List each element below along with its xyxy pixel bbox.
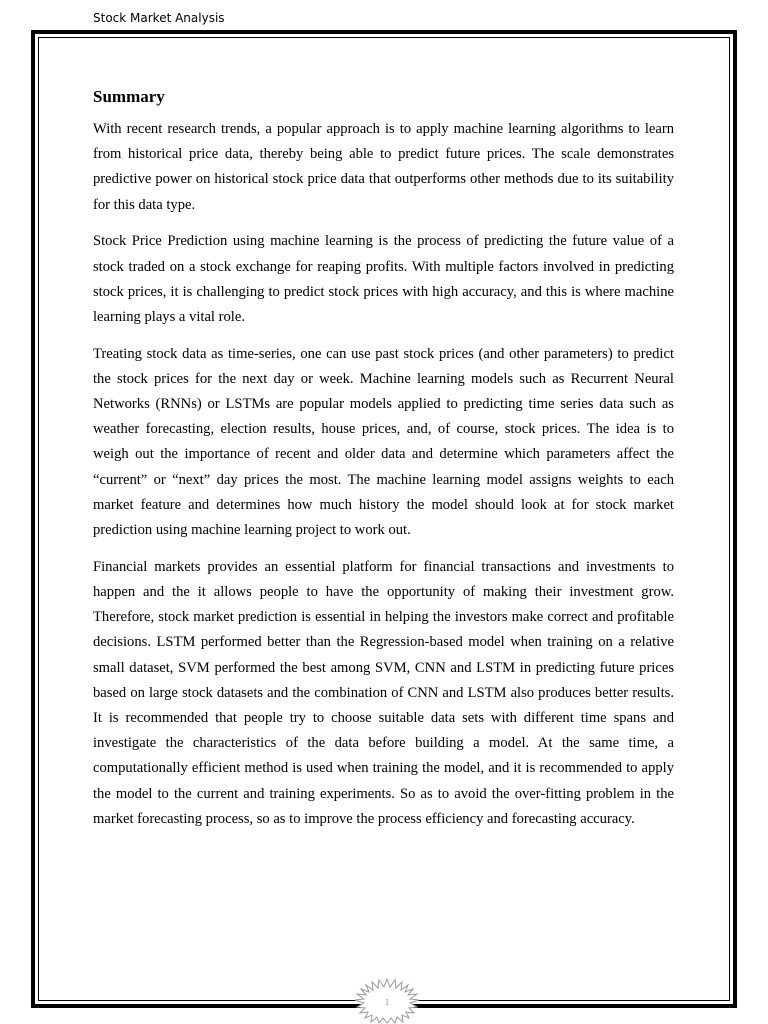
document-body — [93, 85, 674, 843]
section-heading: Summary — [93, 87, 165, 106]
page-number: 1 — [384, 997, 390, 1007]
paragraph-3: Treating stock data as time-series, one can use past stock prices (and other parameters) to predict the stock prices for the next day or week. Machine learning models such as Recurrent Neural Networks (RNNs) or LSTMs are popular models applied to predicting time series data such as weather forecasting, election results, house prices, and, of course, stock prices. The idea is to weigh out the importance of recent and older data and determine which parameters affect the “current” or “next” day prices the most. The machine learning model assigns weights to each market feature and determines how much history the model should look at for stock market prediction using machine learning project to work out. — [93, 345, 674, 539]
starburst-page-number-icon — [352, 978, 422, 1024]
paragraph-2: Stock Price Prediction using machine learning is the process of predicting the future value of a stock traded on a stock exchange for reaping profits. With multiple factors involved in predicting stock prices, it is challenging to predict stock prices with high accuracy, and this is where machine learning plays a vital role. — [93, 233, 674, 325]
paragraph-1: With recent research trends, a popular approach is to apply machine learning algorithms to learn from historical price data, thereby being able to predict future prices. The scale demonstrates predictive power on historical stock price data that outperforms other methods due to its suitability for this data type. — [93, 121, 674, 213]
running-header: Stock Market Analysis — [93, 11, 225, 25]
paragraph-4: Financial markets provides an essential platform for financial transactions and investments to happen and the it allows people to have the opportunity of making their investment grow. Therefore, stock market prediction is essential in helping the investors make correct and profitable decisions. LSTM performed better than the Regression-based model when training on a relative small dataset, SVM performed the best among SVM, CNN and LSTM in predicting future prices based on large stock datasets and the combination of CNN and LSTM also produces better results. It is recommended that people try to choose suitable data sets with different time spans and investigate the characteristics of the data before building a model. At the same time, a computationally efficient method is used when training the model, and it is recommended to apply the model to the current and training experiments. So as to avoid the over-fitting problem in the market forecasting process, so as to improve the process efficiency and forecasting accuracy. — [93, 558, 674, 827]
